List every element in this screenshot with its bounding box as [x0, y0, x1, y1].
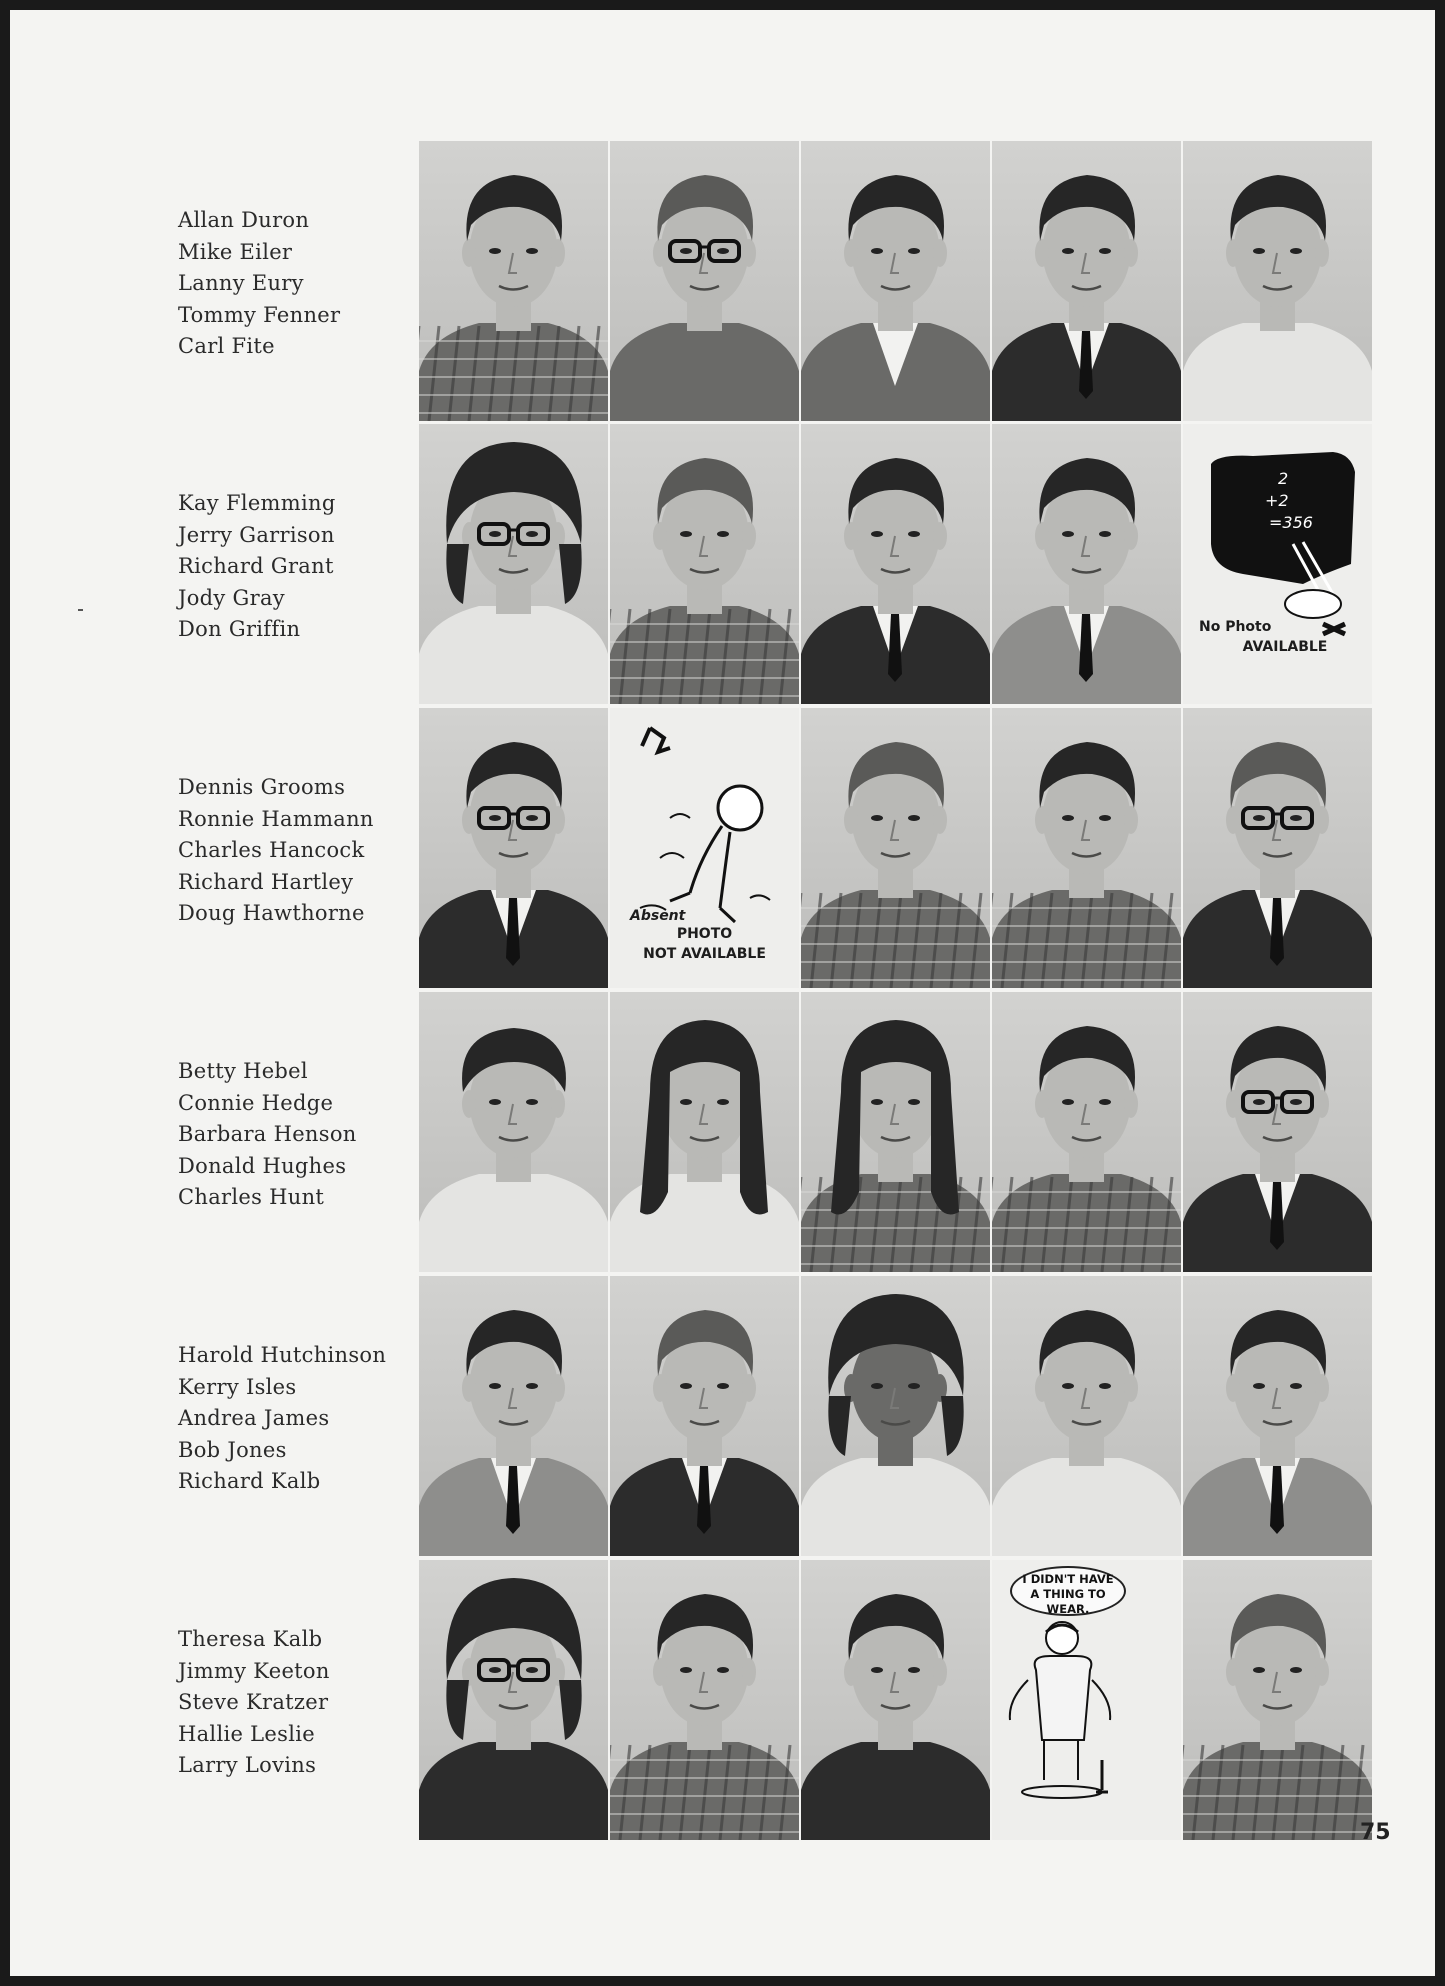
student-portrait: [610, 424, 799, 704]
student-name: Betty Hebel: [178, 1059, 308, 1083]
student-portrait: [419, 1276, 608, 1556]
student-portrait: [992, 141, 1181, 421]
portrait-drawing: [610, 992, 799, 1272]
not-available-label: NOT AVAILABLE: [643, 946, 766, 962]
student-portrait: [801, 1276, 990, 1556]
student-portrait: [801, 992, 990, 1272]
student-portrait: [801, 424, 990, 704]
name-list: [178, 205, 340, 363]
student-portrait: [992, 1276, 1181, 1556]
portrait-drawing: [801, 1560, 990, 1840]
portrait-drawing: [610, 424, 799, 704]
student-name: Richard Hartley: [178, 869, 354, 894]
photo-row-4: [10, 992, 1435, 1272]
absent-label: Absent: [630, 908, 686, 924]
student-portrait: [610, 1276, 799, 1556]
student-portrait: [801, 141, 990, 421]
yearbook-page: [10, 10, 1435, 1976]
name-list: [178, 1340, 386, 1498]
student-portrait: [610, 992, 799, 1272]
barrel-man-cartoon: [992, 1560, 1181, 1840]
student-name: Jimmy Keeton: [178, 1658, 330, 1683]
student-name: Dennis Grooms: [178, 775, 346, 799]
chalk-digit: 2: [1278, 469, 1289, 488]
portrait-drawing: [992, 424, 1181, 704]
student-name: Steve Kratzer: [178, 1690, 329, 1714]
photo-row-5: [10, 1276, 1435, 1556]
no-photo-placeholder: [1183, 424, 1372, 704]
no-wear-placeholder: [992, 1560, 1181, 1840]
student-name: Charles Hunt: [178, 1185, 325, 1209]
student-portrait: [992, 992, 1181, 1272]
student-name: Jerry Garrison: [178, 522, 335, 547]
portrait-drawing: [419, 424, 608, 704]
print-speck: [78, 609, 83, 611]
portrait-drawing: [610, 141, 799, 421]
student-name: Kerry Isles: [178, 1374, 297, 1399]
no-photo-label: No Photo: [1199, 619, 1272, 635]
student-portrait: [419, 992, 608, 1272]
student-name: Ronnie Hammann: [178, 806, 374, 831]
student-name: Carl Fite: [178, 334, 275, 358]
portrait-drawing: [610, 1560, 799, 1840]
portrait-drawing: [801, 141, 990, 421]
student-portrait: [1183, 708, 1372, 988]
photo-row-1: [10, 141, 1435, 421]
photo-row-6: [10, 1560, 1435, 1840]
portrait-drawing: [992, 708, 1181, 988]
student-portrait: [992, 424, 1181, 704]
student-portrait: [610, 1560, 799, 1840]
portrait-drawing: [1183, 1276, 1372, 1556]
student-portrait: [1183, 992, 1372, 1272]
student-name: Hallie Leslie: [178, 1721, 315, 1746]
portrait-drawing: [992, 1276, 1181, 1556]
portrait-drawing: [1183, 708, 1372, 988]
chalk-digit: +2: [1265, 491, 1289, 510]
student-name: Richard Grant: [178, 554, 334, 578]
portrait-drawing: [1183, 141, 1372, 421]
student-name: Barbara Henson: [178, 1122, 357, 1146]
student-name: Lanny Eury: [178, 271, 304, 295]
student-name: Andrea James: [178, 1406, 330, 1430]
portrait-drawing: [801, 992, 990, 1272]
student-name: Harold Hutchinson: [178, 1343, 387, 1367]
student-portrait: [419, 141, 608, 421]
portrait-drawing: [1183, 992, 1372, 1272]
available-label: AVAILABLE: [1242, 639, 1328, 655]
student-name: Kay Flemming: [178, 491, 336, 515]
student-portrait: [610, 141, 799, 421]
student-portrait: [1183, 1276, 1372, 1556]
student-portrait: [992, 708, 1181, 988]
portrait-drawing: [610, 1276, 799, 1556]
student-name: Donald Hughes: [178, 1153, 347, 1178]
student-portrait: [1183, 141, 1372, 421]
photo-row-2: [10, 424, 1435, 704]
portrait-drawing: [801, 708, 990, 988]
student-name: Theresa Kalb: [178, 1627, 323, 1651]
photo-label: PHOTO: [676, 926, 733, 942]
bubble-line: WEAR.: [1046, 1602, 1090, 1616]
student-portrait: [801, 708, 990, 988]
portrait-drawing: [419, 1276, 608, 1556]
portrait-drawing: [992, 992, 1181, 1272]
name-list: [178, 772, 374, 930]
portrait-drawing: [801, 1276, 990, 1556]
portrait-drawing: [419, 141, 608, 421]
student-portrait: [419, 1560, 608, 1840]
student-name: Larry Lovins: [178, 1753, 317, 1777]
photo-row-3: [10, 708, 1435, 988]
portrait-drawing: [419, 992, 608, 1272]
student-name: Connie Hedge: [178, 1090, 334, 1115]
name-list: [178, 1056, 357, 1214]
chalkboard-cartoon: [1183, 424, 1372, 704]
student-name: Doug Hawthorne: [178, 901, 365, 925]
absent-placeholder: [610, 708, 799, 988]
student-portrait: [1183, 1560, 1372, 1840]
portrait-drawing: [419, 708, 608, 988]
portrait-drawing: [992, 141, 1181, 421]
student-name: Charles Hancock: [178, 838, 365, 862]
student-name: Mike Eiler: [178, 239, 293, 264]
student-portrait: [419, 708, 608, 988]
student-name: Allan Duron: [178, 208, 310, 232]
name-list: [178, 1624, 330, 1782]
portrait-drawing: [801, 424, 990, 704]
name-list: [178, 488, 336, 646]
portrait-drawing: [1183, 1560, 1372, 1840]
chalk-digit: =356: [1269, 513, 1313, 532]
student-name: Tommy Fenner: [178, 302, 341, 327]
page-number: 75: [1360, 1820, 1391, 1845]
student-portrait: [419, 424, 608, 704]
bubble-line: A THING TO: [1030, 1587, 1106, 1601]
portrait-drawing: [419, 1560, 608, 1840]
student-portrait: [801, 1560, 990, 1840]
student-name: Jody Gray: [178, 585, 285, 610]
student-name: Richard Kalb: [178, 1469, 321, 1493]
student-name: Bob Jones: [178, 1437, 287, 1462]
student-name: Don Griffin: [178, 617, 301, 641]
bubble-line: I DIDN'T HAVE: [1022, 1572, 1114, 1586]
